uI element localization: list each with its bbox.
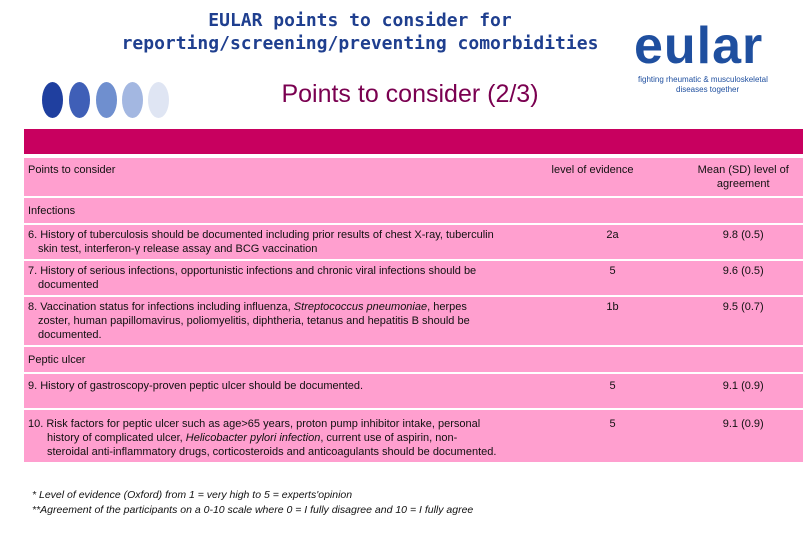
point-line: documented bbox=[38, 279, 99, 291]
point-text bbox=[24, 225, 542, 259]
point-text bbox=[24, 410, 542, 462]
logo-tagline-line1: fighting rheumatic & musculoskeletal bbox=[638, 75, 768, 84]
mean-cell: 9.6 (0.5) bbox=[683, 261, 803, 295]
category-row bbox=[24, 198, 803, 223]
header-points: Points to consider bbox=[24, 158, 542, 196]
accent-bar bbox=[24, 129, 803, 154]
point-line: steroidal anti-inflammatory drugs, corticosteroids and anticoagulants should be documented. bbox=[47, 446, 497, 458]
dot-5-icon bbox=[148, 82, 169, 118]
level-cell: 1b bbox=[542, 297, 684, 345]
point-line: 7. History of serious infections, opportunistic infections and chronic viral infections should be bbox=[28, 265, 477, 277]
point-line: skin test, interferon-γ release assay and BCG vaccination bbox=[38, 243, 318, 255]
table-row bbox=[24, 374, 803, 408]
level-cell: 2a bbox=[542, 225, 684, 259]
dot-2-icon bbox=[69, 82, 90, 118]
point-text bbox=[24, 374, 542, 408]
point-line: 8. Vaccination status for infections including influenza, bbox=[28, 301, 294, 313]
mean-cell: 9.8 (0.5) bbox=[683, 225, 803, 259]
header-mean: Mean (SD) level of agreement bbox=[683, 158, 803, 196]
level-cell: 5 bbox=[542, 374, 684, 408]
logo-wordmark: eular bbox=[634, 17, 764, 75]
slide-subtitle: Points to consider (2/3) bbox=[281, 80, 539, 108]
point-line: history of complicated ulcer, bbox=[47, 432, 186, 444]
table-row bbox=[24, 225, 803, 259]
slide-title-line1: EULAR points to consider for bbox=[208, 10, 512, 31]
header-level: level of evidence bbox=[542, 158, 684, 196]
category-infections: Infections bbox=[24, 198, 803, 223]
mean-cell: 9.5 (0.7) bbox=[683, 297, 803, 345]
point-line: documented. bbox=[38, 329, 102, 341]
point-line: 6. History of tuberculosis should be documented including prior results of chest X-ray, tuberculin bbox=[28, 229, 494, 241]
footnote-2: **Agreement of the participants on a 0-10 scale where 0 = I fully disagree and 10 = I fully agree bbox=[32, 503, 474, 516]
slide-title bbox=[90, 9, 630, 55]
table-row bbox=[24, 297, 803, 345]
category-row bbox=[24, 347, 803, 372]
eular-logo bbox=[634, 17, 794, 100]
point-line: , current use of aspirin, non- bbox=[320, 432, 458, 444]
level-cell: 5 bbox=[542, 410, 684, 462]
point-line: 10. Risk factors for peptic ulcer such as age>65 years, proton pump inhibitor intake, personal bbox=[28, 418, 481, 430]
dot-1-icon bbox=[42, 82, 63, 118]
point-text bbox=[24, 261, 542, 295]
logo-tagline bbox=[638, 75, 794, 95]
category-peptic-ulcer: Peptic ulcer bbox=[24, 347, 803, 372]
mean-cell: 9.1 (0.9) bbox=[683, 410, 803, 462]
italic-term: Helicobacter pylori infection bbox=[185, 432, 321, 444]
point-line: 9. History of gastroscopy-proven peptic ulcer should be documented. bbox=[28, 380, 364, 392]
points-table bbox=[24, 156, 803, 464]
slide-title-line2: reporting/screening/preventing comorbidities bbox=[121, 33, 599, 54]
mean-cell: 9.1 (0.9) bbox=[683, 374, 803, 408]
table-header-row bbox=[24, 158, 803, 196]
point-text bbox=[24, 297, 542, 345]
dot-3-icon bbox=[96, 82, 117, 118]
point-line: , herpes bbox=[427, 301, 467, 313]
table-row bbox=[24, 261, 803, 295]
italic-term: Streptococcus pneumoniae bbox=[293, 301, 428, 313]
dot-4-icon bbox=[122, 82, 143, 118]
footnote-1: * Level of evidence (Oxford) from 1 = very high to 5 = experts'opinion bbox=[32, 489, 353, 501]
point-line: zoster, human papillomavirus, poliomyelitis, diphtheria, tetanus and hepatitis B should be bbox=[38, 315, 470, 327]
table-row bbox=[24, 410, 803, 462]
level-cell: 5 bbox=[542, 261, 684, 295]
logo-tagline-line2: diseases together bbox=[676, 85, 740, 94]
footnotes bbox=[32, 488, 473, 517]
